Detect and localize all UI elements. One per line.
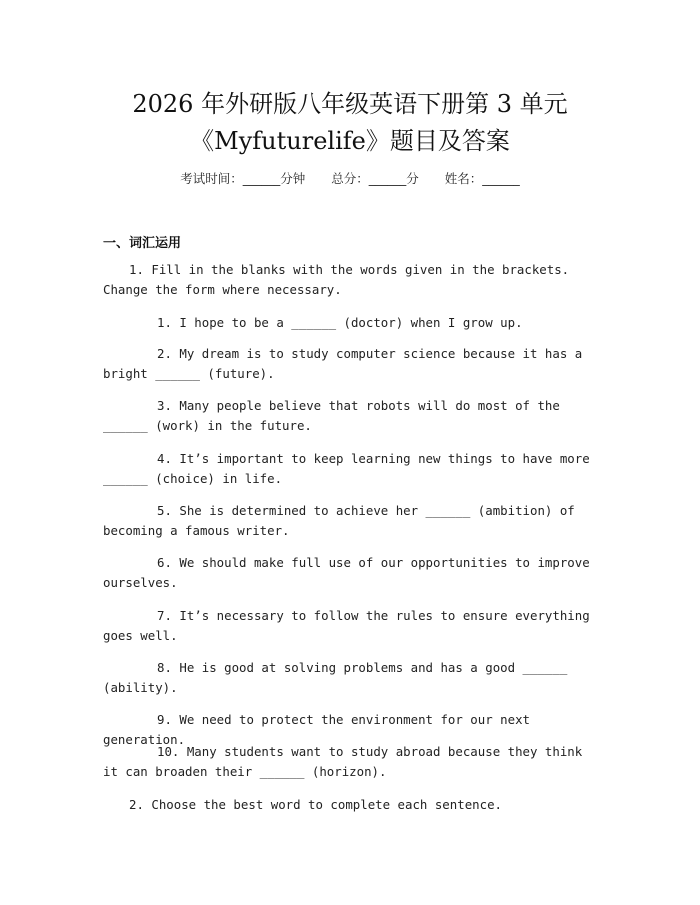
question-item: 2. My dream is to study computer science because it has a bright ______ (future). <box>103 346 583 381</box>
question-item: 5. She is determined to achieve her ______ (ambition) of becoming a famous writer. <box>103 503 575 538</box>
question-item: 3. Many people believe that robots will do most of the ______ (work) in the future. <box>103 398 560 433</box>
question-item: 1. I hope to be a ______ (doctor) when I grow up. <box>157 315 523 330</box>
question-item: 9. We need to protect the environment for our next generation. <box>103 712 530 747</box>
question-item: 4. It’s important to keep learning new things to have more ______ (choice) in life. <box>103 451 590 486</box>
question-item: 8. He is good at solving problems and has a good ______ (ability). <box>103 660 568 695</box>
question-item: 6. We should make full use of our opportunities to improve ourselves. <box>103 555 590 590</box>
question-instruction: 2. Choose the best word to complete each sentence. <box>129 797 502 812</box>
page-title-line-1: 2026 年外研版八年级英语下册第 3 单元 <box>132 90 568 118</box>
section-heading: 一、词汇运用 <box>103 236 182 251</box>
page-title-line-2: 《Myfuturelife》题目及答案 <box>190 127 510 155</box>
question-item: 7. It’s necessary to follow the rules to ensure everything goes well. <box>103 608 590 643</box>
total-score-label: 总分：______分 <box>331 171 419 186</box>
exam-info-line <box>0 169 700 187</box>
question-item: 10. Many students want to study abroad because they think it can broaden their ______ (horizon). <box>103 744 583 779</box>
exam-time-label: 考试时间：______分钟 <box>180 171 306 186</box>
student-name-label: 姓名：______ <box>444 171 520 186</box>
question-instruction: 1. Fill in the blanks with the words given in the brackets. Change the form where necessary. <box>103 262 570 297</box>
